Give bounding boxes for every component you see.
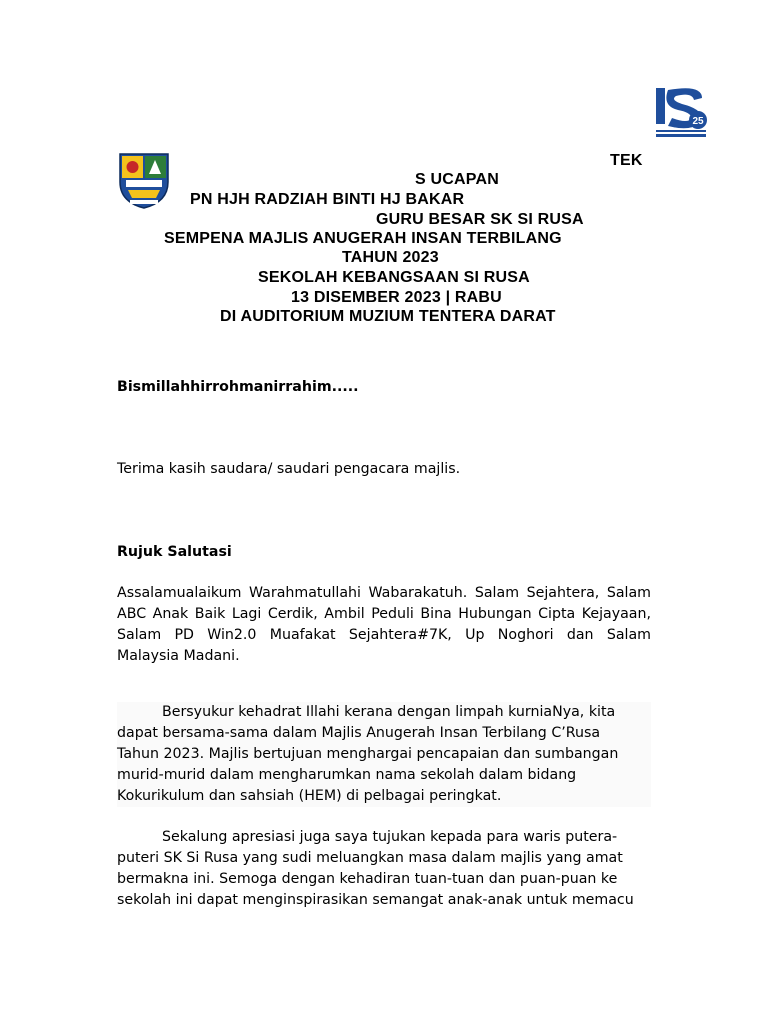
salutation-line: ABC Anak Baik Lagi Cerdik, Ambil Peduli Bina Hubungan Cipta Kejayaan, [117,606,651,622]
school-logo [118,152,170,210]
paragraph-gratitude [117,702,651,807]
paragraph-line: Sekalung apresiasi juga saya tujukan kepada para waris putera- [162,829,618,845]
salutation-line: Salam PD Win2.0 Muafakat Sejahtera#7K, Up Noghori dan Salam [117,627,651,643]
salutation-line: Assalamualaikum Warahmatullahi Wabarakatuh. Salam Sejahtera, Salam [117,585,651,601]
paragraph-line: sekolah ini dapat menginspirasikan semangat anak-anak untuk memacu [117,892,634,908]
speaker-title: GURU BESAR SK SI RUSA [376,211,584,228]
logo-number: 25 [692,116,704,127]
paragraph-line: Bersyukur kehadrat Illahi kerana dengan limpah kurniaNya, kita [162,704,616,720]
paragraph-line: puteri SK Si Rusa yang sudi meluangkan masa dalam majlis yang amat [117,850,623,866]
title-line-2: S UCAPAN [415,171,499,188]
paragraph-line: dapat bersama-sama dalam Majlis Anugerah Insan Terbilang C’Rusa [117,725,601,741]
paragraph-line: murid-murid dalam mengharumkan nama sekolah dalam bidang [117,767,577,783]
salutation-heading: Rujuk Salutasi [117,544,232,560]
event-name: SEMPENA MAJLIS ANUGERAH INSAN TERBILANG [164,230,562,247]
paragraph-line: Kokurikulum dan sahsiah (HEM) di pelbagai peringkat. [117,788,502,804]
speaker-name: PN HJH RADZIAH BINTI HJ BAKAR [190,191,465,208]
salutation-line: Malaysia Madani. [117,648,240,664]
salutation-paragraph [117,583,651,667]
title-line-1: TEK [610,152,643,169]
opening-line: Bismillahhirrohmanirrahim..... [117,379,359,395]
school-crest-icon [118,152,170,210]
paragraph-line: Tahun 2023. Majlis bertujuan menghargai pencapaian dan sumbangan [117,746,619,762]
paragraph-line: bermakna ini. Semoga dengan kehadiran tuan-tuan dan puan-puan ke [117,871,618,887]
event-year: TAHUN 2023 [342,249,439,266]
event-date: 13 DISEMBER 2023 | RABU [291,289,502,306]
thanks-line: Terima kasih saudara/ saudari pengacara majlis. [117,461,461,477]
event-venue: DI AUDITORIUM MUZIUM TENTERA DARAT [220,308,556,325]
anniversary-logo [652,82,710,142]
paragraph-appreciation [117,827,651,911]
ks25-logo-icon [652,82,710,142]
school-name: SEKOLAH KEBANGSAAN SI RUSA [258,269,530,286]
